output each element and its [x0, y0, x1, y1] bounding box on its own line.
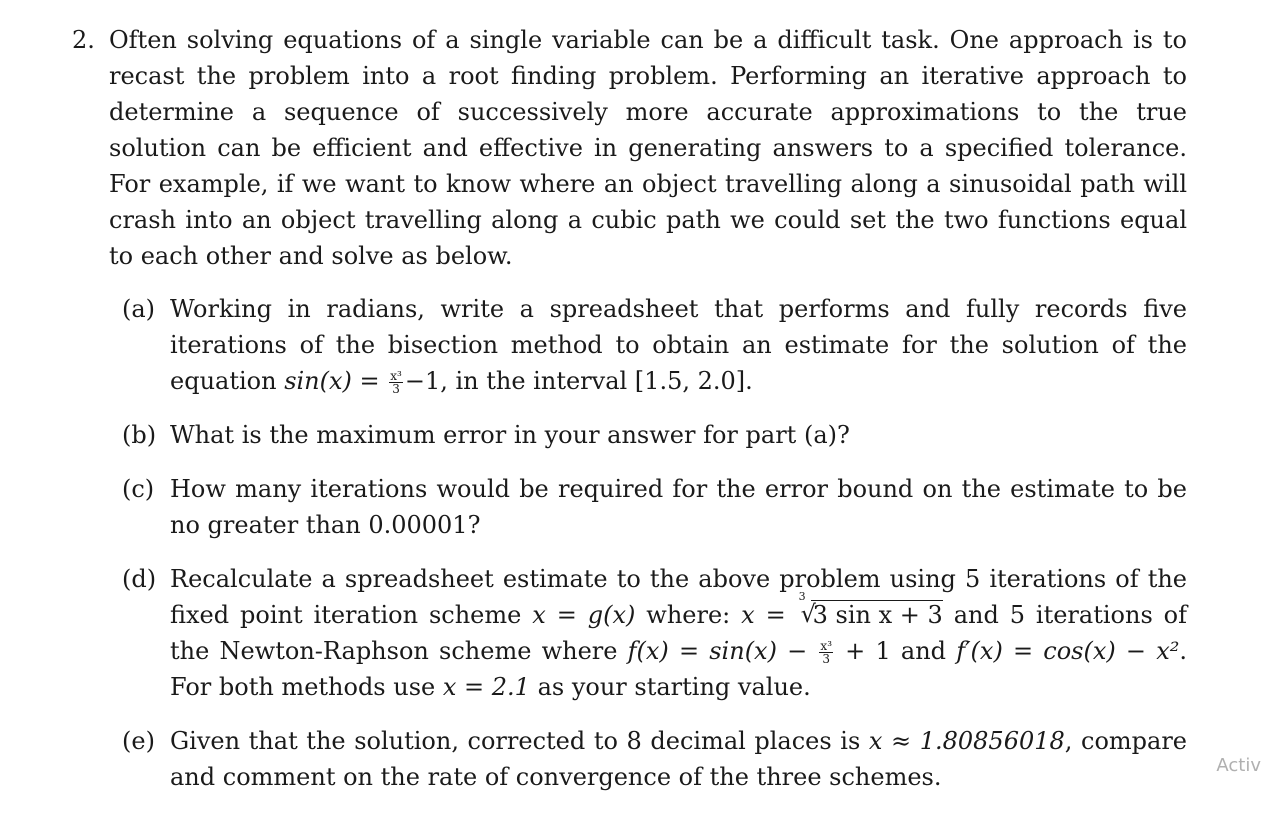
activation-watermark: Activ — [1216, 755, 1261, 776]
part-e-text-2: , compare and comment on the rate of convergence of the three schemes. — [170, 727, 1187, 791]
question-number: 2. — [72, 26, 95, 54]
question-2 — [72, 22, 1187, 813]
part-e-approx: x ≈ 1.80856018 — [868, 727, 1065, 755]
root-sign-icon: √ — [800, 600, 816, 628]
root-radicand: 3 sin x + 3 — [812, 601, 943, 629]
part-d-text-1: Recalculate a spreadsheet estimate to the above problem using 5 iterations of the fixed point iteration scheme — [170, 565, 1187, 629]
part-e — [122, 723, 1187, 795]
part-d-fraction — [819, 640, 833, 665]
part-d-scheme: x = g(x) — [532, 601, 636, 629]
part-a-equation-tail: −1, — [404, 367, 448, 395]
part-d-f-lhs: f(x) = sin(x) − — [627, 637, 818, 665]
part-d-text-6: as your starting value. — [529, 673, 811, 701]
part-d-fraction-numerator: x³ — [820, 639, 832, 653]
part-b — [122, 417, 1187, 453]
part-a-label: (a) — [122, 295, 156, 323]
part-d — [122, 561, 1187, 705]
part-a-fraction-denominator: 3 — [392, 382, 400, 396]
part-a-fraction — [389, 370, 403, 395]
part-d-x-equals: x = — [741, 601, 797, 629]
part-b-text: What is the maximum error in your answer for part (a)? — [170, 421, 850, 449]
part-a-text-1: Working in radians, write a spreadsheet that performs and fully records five iterations of the bisection method to obtain an estimate for the solution of the equation — [170, 295, 1187, 395]
part-a-fraction-numerator: x³ — [390, 369, 402, 383]
part-d-text-5: . For both methods use — [170, 637, 1187, 701]
part-c-label: (c) — [122, 475, 155, 503]
part-d-label: (d) — [122, 565, 157, 593]
part-b-label: (b) — [122, 421, 157, 449]
part-d-f-tail: + 1 — [835, 637, 891, 665]
part-c-text: How many iterations would be required for the error bound on the estimate to be no greater than 0.00001? — [170, 475, 1187, 539]
part-d-fprime: f′(x) = cos(x) − x² — [956, 637, 1180, 665]
part-d-text-2: where: — [635, 601, 742, 629]
question-parts — [122, 291, 1187, 795]
part-a-text-2: in the interval [1.5, 2.0]. — [447, 367, 753, 395]
part-e-text-1: Given that the solution, corrected to 8 decimal places is — [170, 727, 869, 755]
part-d-text-3: and 5 iterations of the Newton-Raphson scheme where — [170, 601, 1188, 665]
question-intro: Often solving equations of a single variable can be a difficult task. One approach is to recast the problem into a root finding problem. Performing an iterative approach to determine a sequence of successively more accurate approximations to the true solution can be efficient and effective in generating answers to a specified tolerance. For example, if we want to know where an object travelling along a sinusoidal path will crash into an object travelling along a cubic path we could set the two functions equal to each other and solve as below. — [109, 26, 1187, 270]
part-d-text-4: and — [890, 637, 957, 665]
cube-root — [797, 590, 943, 633]
part-d-start: x = 2.1 — [442, 673, 530, 701]
part-d-fraction-denominator: 3 — [822, 652, 831, 666]
part-c — [122, 471, 1187, 543]
root-index: 3 — [798, 590, 806, 603]
part-a-equation-lhs: sin(x) = — [284, 367, 388, 395]
part-e-label: (e) — [122, 727, 155, 755]
part-a — [122, 291, 1187, 399]
